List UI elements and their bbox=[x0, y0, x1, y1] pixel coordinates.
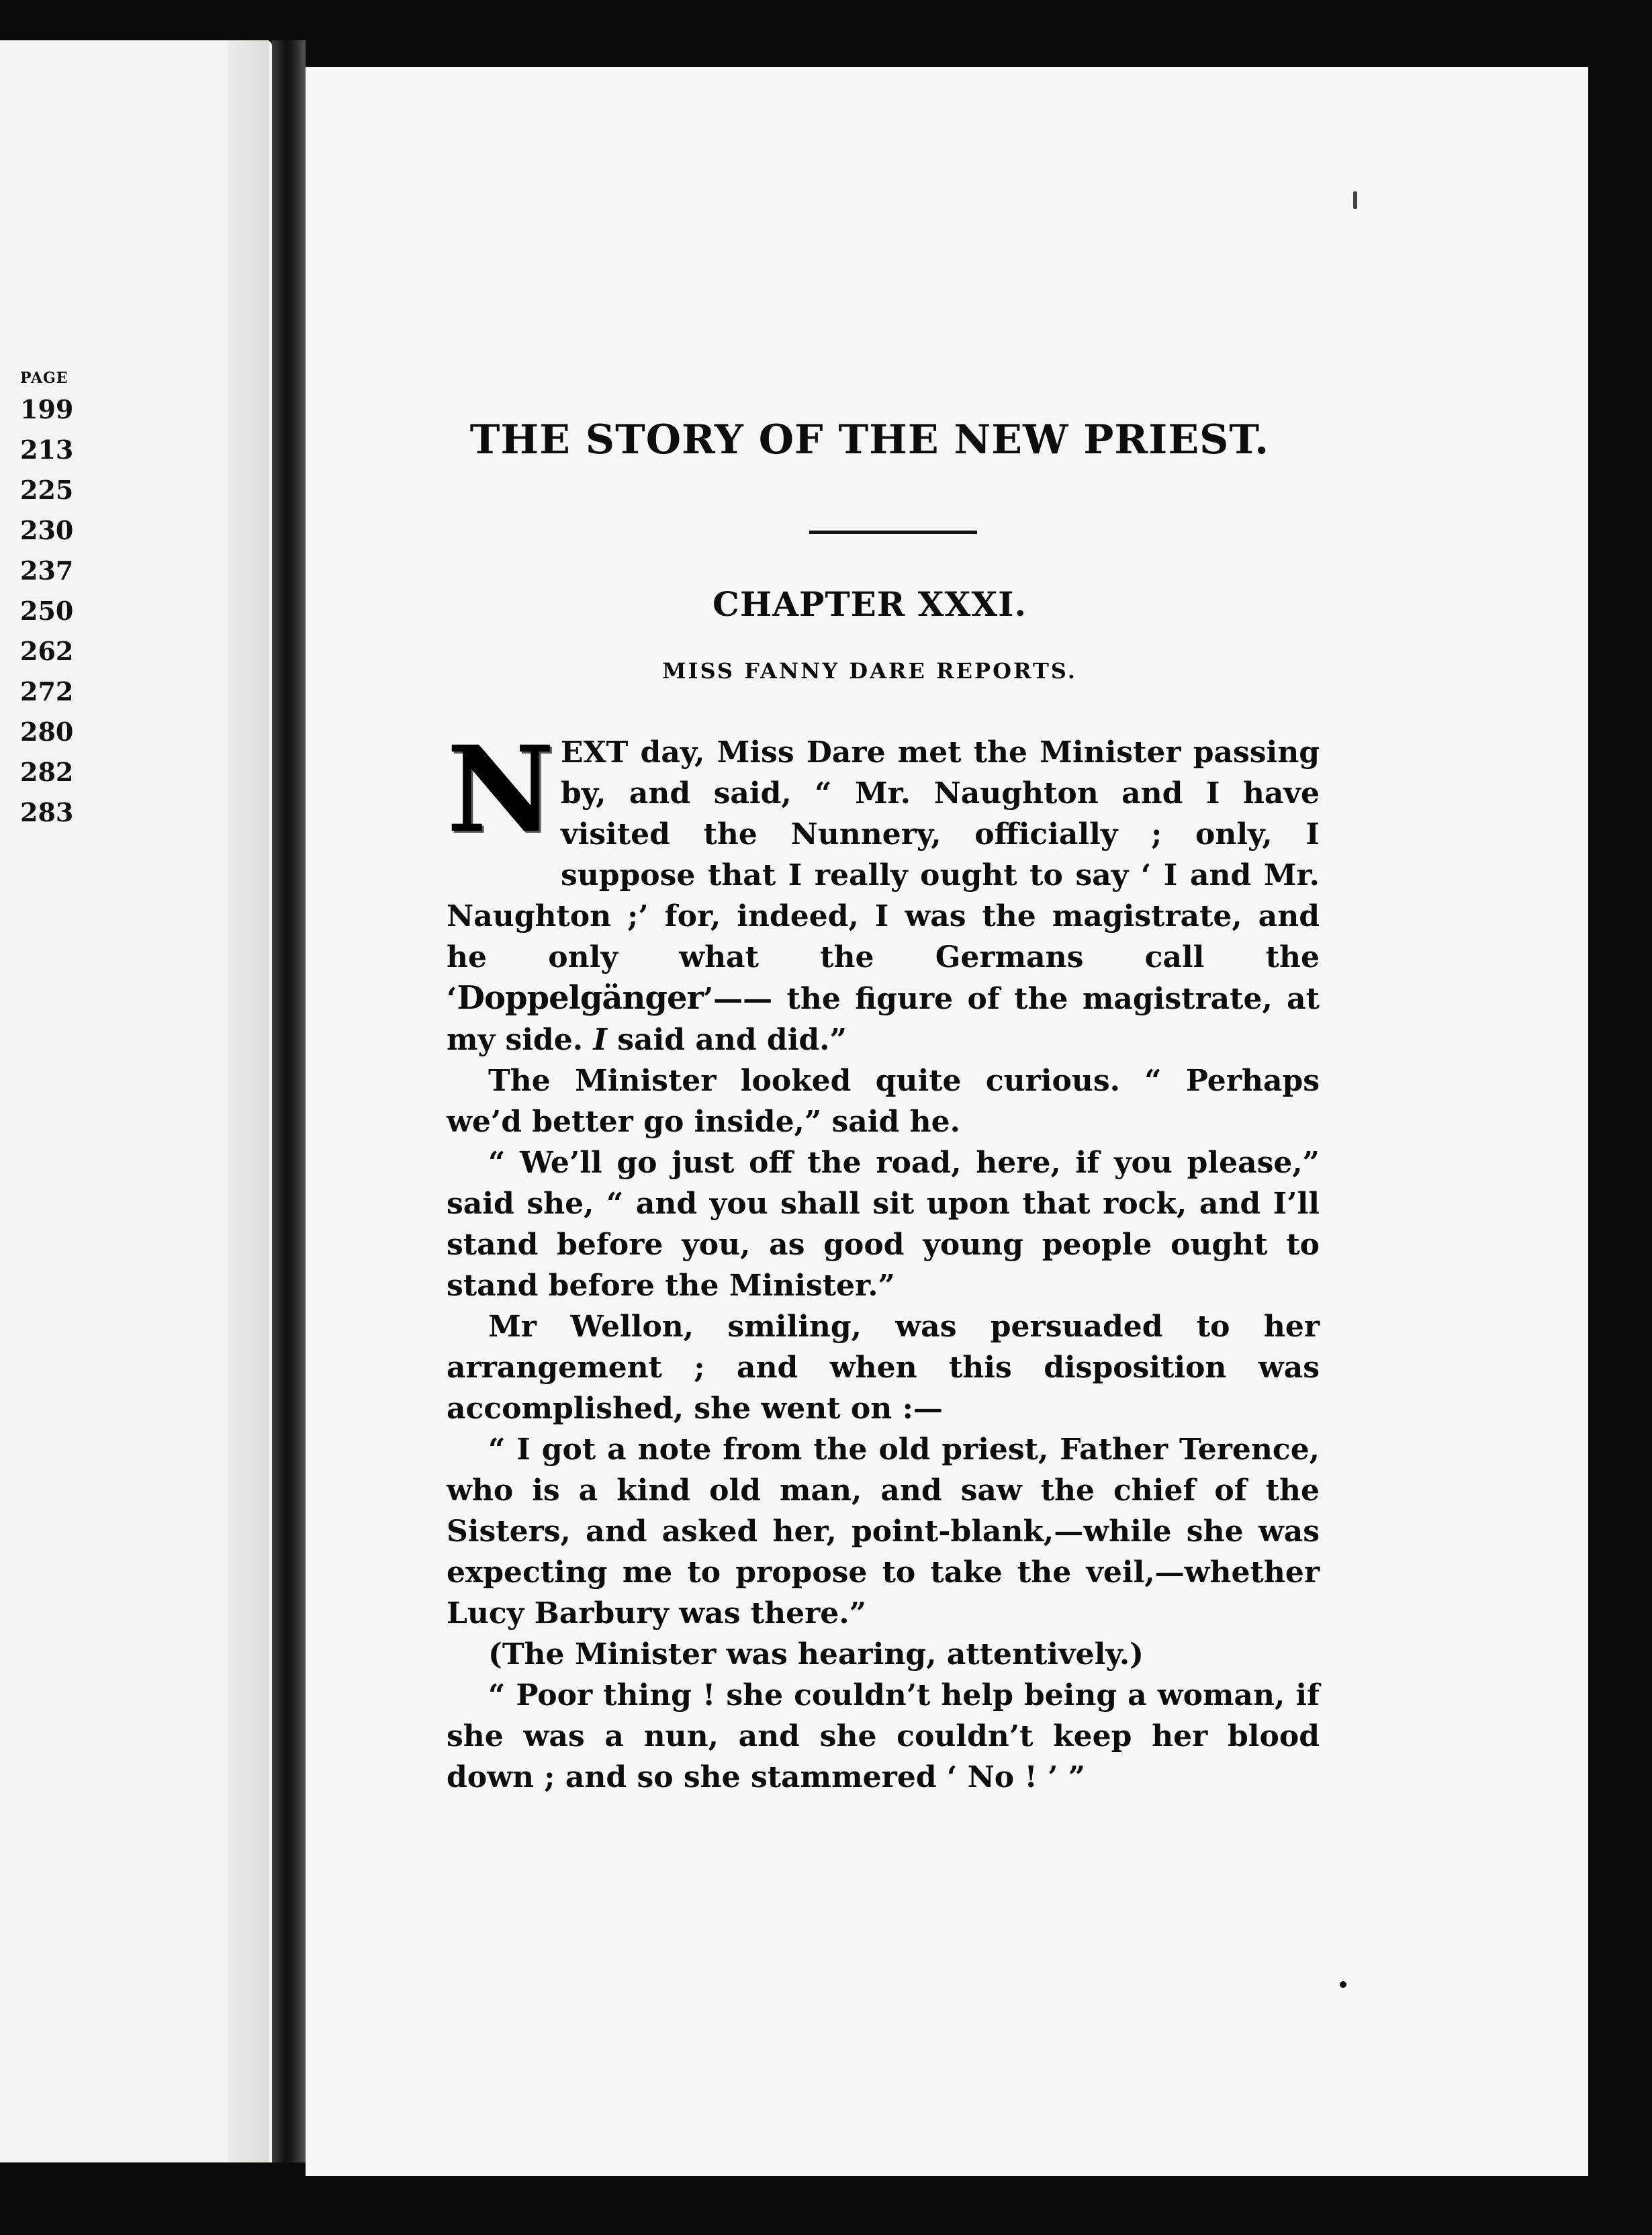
chapter-heading: MISS FANNY DARE REPORTS. bbox=[662, 658, 1077, 684]
drop-cap: N bbox=[447, 720, 555, 859]
page-number: 282 bbox=[20, 757, 74, 787]
page-number: 283 bbox=[20, 797, 74, 827]
page-number: 250 bbox=[20, 596, 74, 626]
book-page bbox=[306, 67, 1588, 2176]
page-number: 272 bbox=[20, 676, 74, 706]
paragraph: Mr Wellon, smiling, was persuaded to her arrangement ; and when this disposition was accomplished, she went on :— bbox=[447, 1310, 1320, 1426]
italic-emphasis: I bbox=[593, 1023, 607, 1057]
blackletter-term: Doppelgänger bbox=[457, 979, 703, 1017]
paragraph: “ We’ll go just off the road, here, if you please,” said she, “ and you shall sit upon that rock, and I’ll stand before you, as good young people ought to stand before the Minister.” bbox=[447, 1146, 1320, 1303]
paragraph: (The Minister was hearing, attentively.) bbox=[488, 1637, 1144, 1672]
paragraph: “ I got a note from the old priest, Father Terence, who is a kind old man, and saw the chief of the Sisters, and asked her, point-blank,—while she was expecting me to propose to take the veil,—whether Lucy Barbury was there.” bbox=[447, 1432, 1320, 1631]
paragraph-text: said and did.” bbox=[617, 1023, 847, 1057]
paragraph bbox=[447, 720, 1320, 1060]
page-number: 237 bbox=[20, 555, 74, 586]
page-index-header: PAGE bbox=[20, 369, 68, 387]
page-number: 230 bbox=[20, 515, 74, 545]
paragraph: The Minister looked quite curious. “ Perhaps we’d better go inside,” said he. bbox=[447, 1064, 1320, 1139]
quote-mark: ‘ bbox=[447, 982, 457, 1016]
page-curve-shadow bbox=[228, 40, 269, 2162]
chapter-body bbox=[447, 720, 1320, 1798]
paragraph-lead-text: EXT day, Miss Dare met the Minister passing by, and said, “ Mr. Naughton and I have visited the Nunnery, officially ; only, I suppose that I really ought to say ‘ I and Mr. Naughton ;’ for, indeed, I was the magistrate, and he only what the Germans call the bbox=[447, 735, 1320, 974]
book-spine bbox=[272, 40, 306, 2162]
chapter-number: CHAPTER XXXI. bbox=[713, 584, 1027, 624]
page-number: 199 bbox=[20, 394, 74, 424]
page-number: 213 bbox=[20, 435, 74, 465]
previous-page-edge bbox=[0, 40, 272, 2162]
book-title: THE STORY OF THE NEW PRIEST. bbox=[469, 416, 1270, 463]
paragraph-text: ’—— the figure of the magistrate, at my side. bbox=[447, 982, 1320, 1057]
paragraph: “ Poor thing ! she couldn’t help being a woman, if she was a nun, and she couldn’t keep her blood down ; and so she stammered ‘ No ! ’ ” bbox=[447, 1678, 1320, 1794]
title-rule bbox=[809, 531, 977, 534]
page-number: 225 bbox=[20, 475, 74, 505]
page-number-index bbox=[20, 369, 87, 833]
page-number: 262 bbox=[20, 636, 74, 666]
page-number: 280 bbox=[20, 717, 74, 747]
